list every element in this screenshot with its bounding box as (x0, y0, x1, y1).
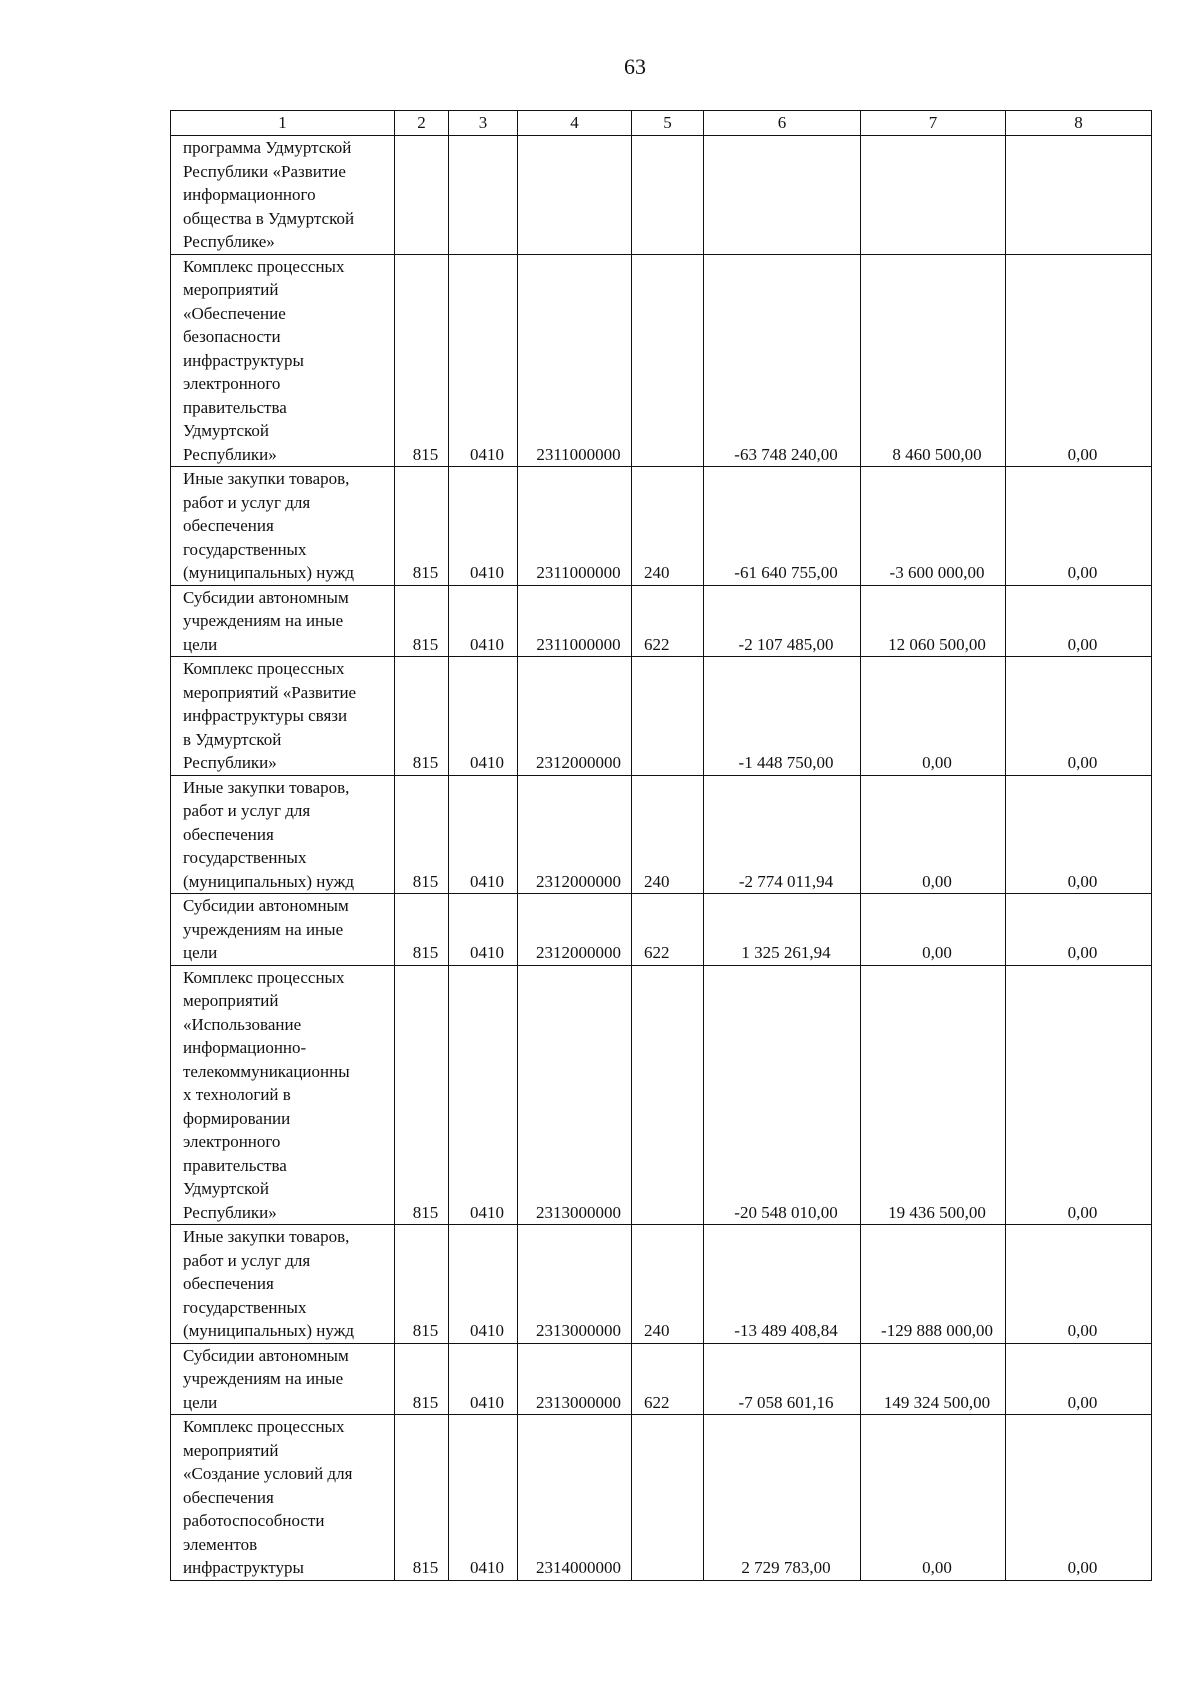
row-amount-7: 0,00 (861, 657, 1006, 776)
row-expense-type (632, 254, 704, 467)
row-amount-6: -20 548 010,00 (704, 965, 861, 1225)
header-row (171, 111, 1152, 136)
row-name: Комплекс процессных мероприятий «Использование информационно- телекоммуникационны х технологий в формировании электронного правительства Удмуртской Республики» (171, 965, 395, 1225)
header-col-3: 3 (449, 111, 518, 136)
row-name: Субсидии автономным учреждениям на иные цели (171, 1343, 395, 1415)
row-target-code: 2311000000 (518, 467, 632, 586)
row-expense-type: 622 (632, 585, 704, 657)
row-amount-7: -3 600 000,00 (861, 467, 1006, 586)
table-row (171, 136, 1152, 255)
row-section-code: 0410 (449, 585, 518, 657)
header-col-4: 4 (518, 111, 632, 136)
row-ved-code: 815 (395, 1225, 449, 1344)
row-target-code (518, 136, 632, 255)
row-ved-code: 815 (395, 467, 449, 586)
row-amount-6: 2 729 783,00 (704, 1415, 861, 1581)
row-expense-type: 240 (632, 1225, 704, 1344)
row-expense-type (632, 965, 704, 1225)
row-name: Иные закупки товаров, работ и услуг для обеспечения государственных (муниципальных) нужд (171, 1225, 395, 1344)
row-amount-7: 0,00 (861, 775, 1006, 894)
row-amount-8: 0,00 (1006, 1343, 1152, 1415)
row-name: Субсидии автономным учреждениям на иные цели (171, 585, 395, 657)
row-amount-7: 0,00 (861, 1415, 1006, 1581)
row-amount-7: 12 060 500,00 (861, 585, 1006, 657)
row-amount-6: -7 058 601,16 (704, 1343, 861, 1415)
row-amount-7: 8 460 500,00 (861, 254, 1006, 467)
row-ved-code: 815 (395, 585, 449, 657)
row-expense-type: 240 (632, 467, 704, 586)
header-col-1: 1 (171, 111, 395, 136)
row-target-code: 2312000000 (518, 894, 632, 966)
row-amount-7: 0,00 (861, 894, 1006, 966)
row-ved-code: 815 (395, 657, 449, 776)
header-col-8: 8 (1006, 111, 1152, 136)
row-section-code: 0410 (449, 254, 518, 467)
table-row (171, 894, 1152, 966)
row-section-code: 0410 (449, 1415, 518, 1581)
row-ved-code: 815 (395, 1343, 449, 1415)
row-name: Субсидии автономным учреждениям на иные цели (171, 894, 395, 966)
row-amount-6 (704, 136, 861, 255)
row-target-code: 2312000000 (518, 775, 632, 894)
row-amount-7: -129 888 000,00 (861, 1225, 1006, 1344)
row-name: программа Удмуртской Республики «Развитие информационного общества в Удмуртской Республике» (171, 136, 395, 255)
row-section-code (449, 136, 518, 255)
row-expense-type (632, 1415, 704, 1581)
row-target-code: 2314000000 (518, 1415, 632, 1581)
row-section-code: 0410 (449, 965, 518, 1225)
row-amount-8: 0,00 (1006, 585, 1152, 657)
table-row (171, 585, 1152, 657)
row-amount-7: 149 324 500,00 (861, 1343, 1006, 1415)
row-amount-8 (1006, 136, 1152, 255)
table-row (171, 1225, 1152, 1344)
row-amount-6: -2 774 011,94 (704, 775, 861, 894)
row-section-code: 0410 (449, 1343, 518, 1415)
row-expense-type (632, 136, 704, 255)
row-section-code: 0410 (449, 657, 518, 776)
header-col-6: 6 (704, 111, 861, 136)
row-expense-type: 622 (632, 1343, 704, 1415)
row-target-code: 2311000000 (518, 585, 632, 657)
row-name: Комплекс процессных мероприятий «Обеспечение безопасности инфраструктуры электронного правительства Удмуртской Республики» (171, 254, 395, 467)
row-ved-code (395, 136, 449, 255)
row-amount-8: 0,00 (1006, 1415, 1152, 1581)
header-col-5: 5 (632, 111, 704, 136)
row-section-code: 0410 (449, 467, 518, 586)
table-row (171, 657, 1152, 776)
row-ved-code: 815 (395, 894, 449, 966)
row-target-code: 2313000000 (518, 1225, 632, 1344)
table-row (171, 1343, 1152, 1415)
row-amount-6: -13 489 408,84 (704, 1225, 861, 1344)
row-amount-6: 1 325 261,94 (704, 894, 861, 966)
header-col-7: 7 (861, 111, 1006, 136)
table-row (171, 965, 1152, 1225)
row-amount-6: -2 107 485,00 (704, 585, 861, 657)
row-target-code: 2313000000 (518, 1343, 632, 1415)
row-name: Иные закупки товаров, работ и услуг для обеспечения государственных (муниципальных) нужд (171, 467, 395, 586)
row-target-code: 2312000000 (518, 657, 632, 776)
row-expense-type: 622 (632, 894, 704, 966)
row-amount-6: -63 748 240,00 (704, 254, 861, 467)
row-amount-8: 0,00 (1006, 254, 1152, 467)
row-amount-8: 0,00 (1006, 965, 1152, 1225)
table-row (171, 254, 1152, 467)
table-row (171, 775, 1152, 894)
budget-table (170, 110, 1152, 1581)
row-amount-8: 0,00 (1006, 894, 1152, 966)
table-row (171, 1415, 1152, 1581)
row-amount-6: -1 448 750,00 (704, 657, 861, 776)
row-name: Иные закупки товаров, работ и услуг для обеспечения государственных (муниципальных) нужд (171, 775, 395, 894)
row-ved-code: 815 (395, 965, 449, 1225)
row-name: Комплекс процессных мероприятий «Развитие инфраструктуры связи в Удмуртской Республики» (171, 657, 395, 776)
row-amount-8: 0,00 (1006, 1225, 1152, 1344)
row-expense-type: 240 (632, 775, 704, 894)
row-amount-7: 19 436 500,00 (861, 965, 1006, 1225)
row-amount-8: 0,00 (1006, 775, 1152, 894)
row-section-code: 0410 (449, 894, 518, 966)
page-number: 63 (624, 54, 646, 79)
row-ved-code: 815 (395, 1415, 449, 1581)
row-amount-8: 0,00 (1006, 467, 1152, 586)
row-expense-type (632, 657, 704, 776)
row-name: Комплекс процессных мероприятий «Создание условий для обеспечения работоспособности элементов инфраструктуры (171, 1415, 395, 1581)
row-amount-6: -61 640 755,00 (704, 467, 861, 586)
row-section-code: 0410 (449, 775, 518, 894)
table-row (171, 467, 1152, 586)
header-col-2: 2 (395, 111, 449, 136)
row-target-code: 2313000000 (518, 965, 632, 1225)
row-ved-code: 815 (395, 775, 449, 894)
row-amount-8: 0,00 (1006, 657, 1152, 776)
row-amount-7 (861, 136, 1006, 255)
row-ved-code: 815 (395, 254, 449, 467)
row-target-code: 2311000000 (518, 254, 632, 467)
row-section-code: 0410 (449, 1225, 518, 1344)
